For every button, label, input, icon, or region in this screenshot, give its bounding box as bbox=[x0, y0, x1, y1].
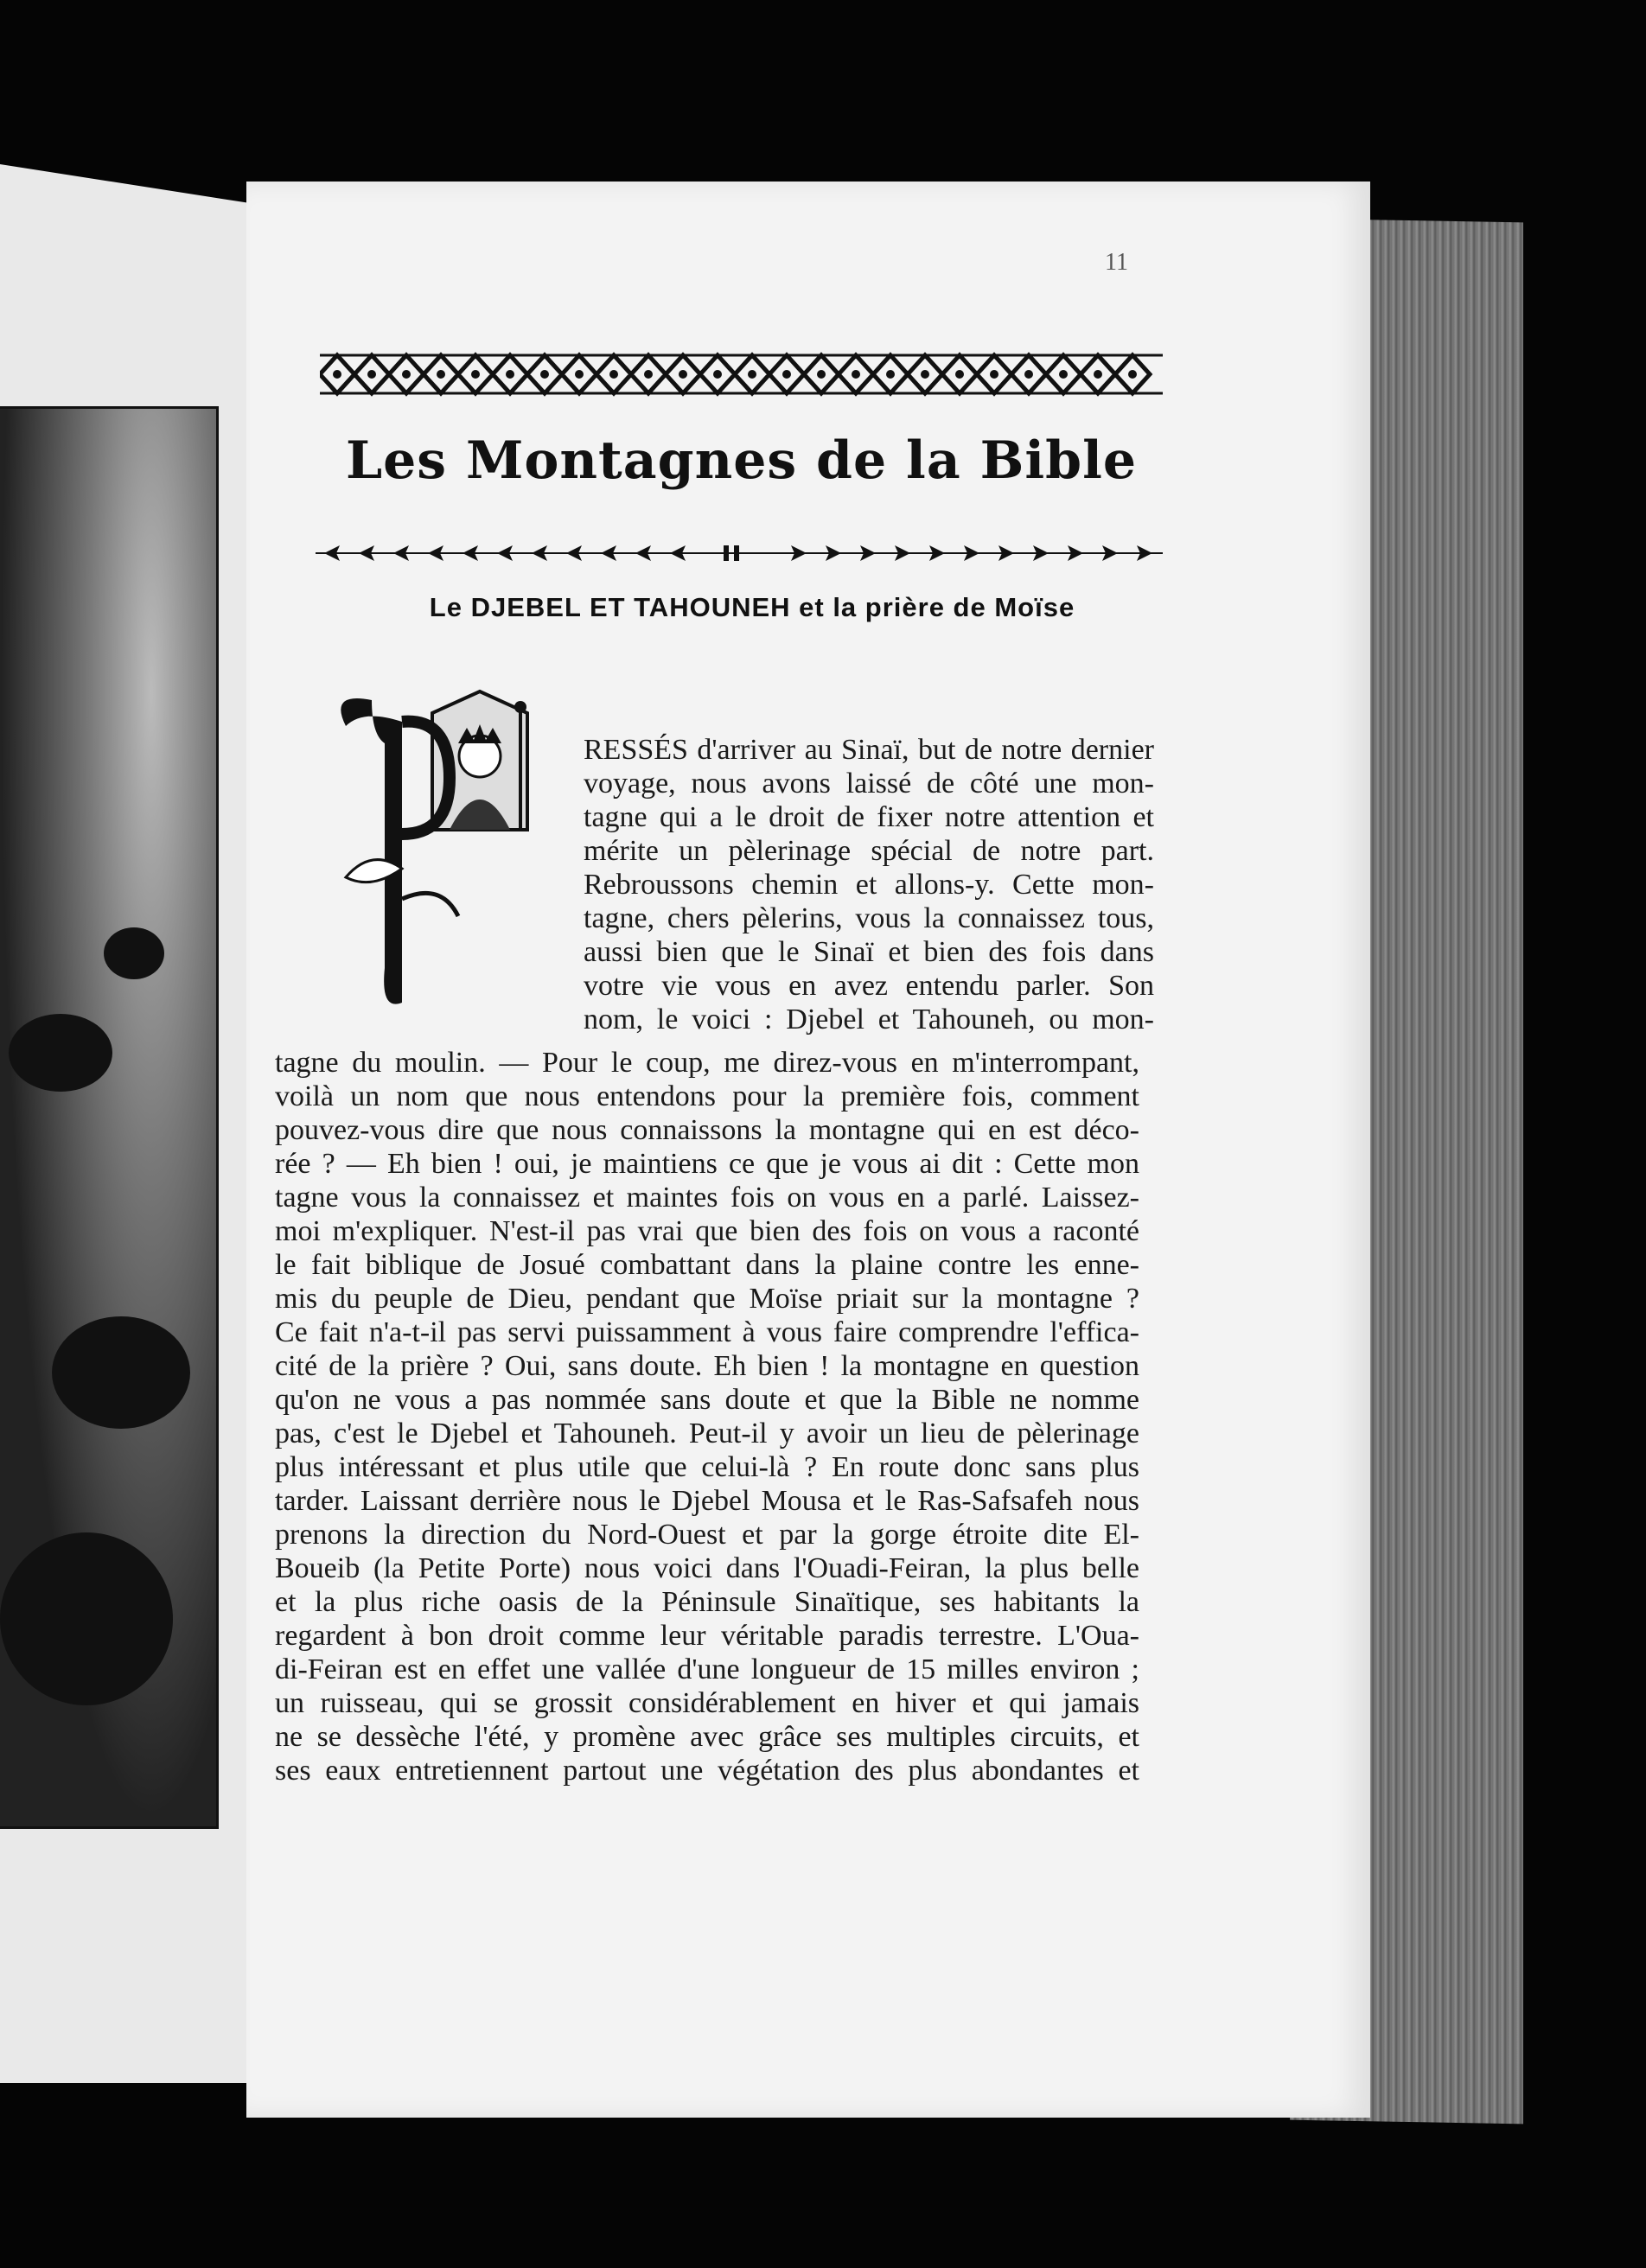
text-line: di-Feiran est en effet une vallée d'une longueur de 15 milles environ ; bbox=[275, 1653, 1139, 1685]
text-line: qu'on ne vous a pas nommée sans doute et que la Bible ne nomme bbox=[275, 1384, 1139, 1416]
text-line: votre vie vous en avez entendu parler. Son bbox=[584, 970, 1154, 1002]
text-line: voilà un nom que nous entendons pour la première fois, comment bbox=[275, 1080, 1139, 1112]
text-line: ne se dessèche l'été, y promène avec grâce ses multiples circuits, et bbox=[275, 1721, 1139, 1753]
text-line: mérite un pèlerinage spécial de notre part. bbox=[584, 835, 1154, 867]
text-line: un ruisseau, qui se grossit considérablement en hiver et qui jamais bbox=[275, 1687, 1139, 1719]
text-line: cité de la prière ? Oui, sans doute. Eh bien ! la montagne en question bbox=[275, 1350, 1139, 1382]
text-line: pas, c'est le Djebel et Tahouneh. Peut-il y avoir un lieu de pèlerinage bbox=[275, 1418, 1139, 1449]
text-line: tagne vous la connaissez et maintes fois on vous en a parlé. Laissez- bbox=[275, 1182, 1139, 1214]
text-line: tagne qui a le droit de fixer notre attention et bbox=[584, 801, 1154, 833]
text-line: voyage, nous avons laissé de côté une mon- bbox=[584, 768, 1154, 800]
page-number: 11 bbox=[1105, 249, 1128, 276]
text-line: ses eaux entretiennent partout une végétation des plus abondantes et bbox=[275, 1755, 1139, 1787]
text-line: prenons la direction du Nord-Ouest et par la gorge étroite dite El- bbox=[275, 1519, 1139, 1551]
article-subtitle: Le DJEBEL ET TAHOUNEH et la prière de Moïse bbox=[429, 592, 1075, 622]
paragraph-opening bbox=[584, 733, 1154, 1036]
illustrated-drop-cap bbox=[320, 683, 579, 1029]
text-line: RESSÉS d'arriver au Sinaï, but de notre dernier bbox=[584, 734, 1154, 766]
text-line: mis du peuple de Dieu, pendant que Moïse priait sur la montagne ? bbox=[275, 1283, 1139, 1315]
text-line: pouvez-vous dire que nous connaissons la montagne qui en est déco- bbox=[275, 1114, 1139, 1146]
paragraph-body bbox=[275, 1046, 1139, 1787]
text-line: rée ? — Eh bien ! oui, je maintiens ce que je vous ai dit : Cette mon bbox=[275, 1148, 1139, 1180]
text-line: le fait biblique de Josué combattant dans la plaine contre les enne- bbox=[275, 1249, 1139, 1281]
text-line: plus intéressant et plus utile que celui-là ? En route donc sans plus bbox=[275, 1451, 1139, 1483]
text-line: tagne, chers pèlerins, vous la connaissez tous, bbox=[584, 902, 1154, 934]
text-line: tarder. Laissant derrière nous le Djebel Mousa et le Ras-Safsafeh nous bbox=[275, 1485, 1139, 1517]
text-line: Rebroussons chemin et allons-y. Cette mon- bbox=[584, 869, 1154, 901]
text-line: regardent à bon droit comme leur véritable paradis terrestre. L'Oua- bbox=[275, 1620, 1139, 1652]
text-line: et la plus riche oasis de la Péninsule Sinaïtique, ses habitants la bbox=[275, 1586, 1139, 1618]
page-title: Les Montagnes de la Bible bbox=[345, 430, 1138, 491]
text-line: Ce fait n'a-t-il pas servi puissamment à vous faire comprendre l'effica- bbox=[275, 1316, 1139, 1348]
text-line: Boueib (la Petite Porte) nous voici dans l'Ouadi-Feiran, la plus belle bbox=[275, 1552, 1139, 1584]
text-line: nom, le voici : Djebel et Tahouneh, ou mon- bbox=[584, 1003, 1154, 1035]
text-line: moi m'expliquer. N'est-il pas vrai que bien des fois on vous a raconté bbox=[275, 1215, 1139, 1247]
arrow-ornament-rule bbox=[316, 540, 1163, 566]
top-ornament-band bbox=[320, 350, 1163, 398]
text-line: tagne du moulin. — Pour le coup, me direz-vous en m'interrompant, bbox=[275, 1047, 1139, 1079]
facing-page-engraving bbox=[0, 406, 219, 1829]
text-line: aussi bien que le Sinaï et bien des fois dans bbox=[584, 936, 1154, 968]
